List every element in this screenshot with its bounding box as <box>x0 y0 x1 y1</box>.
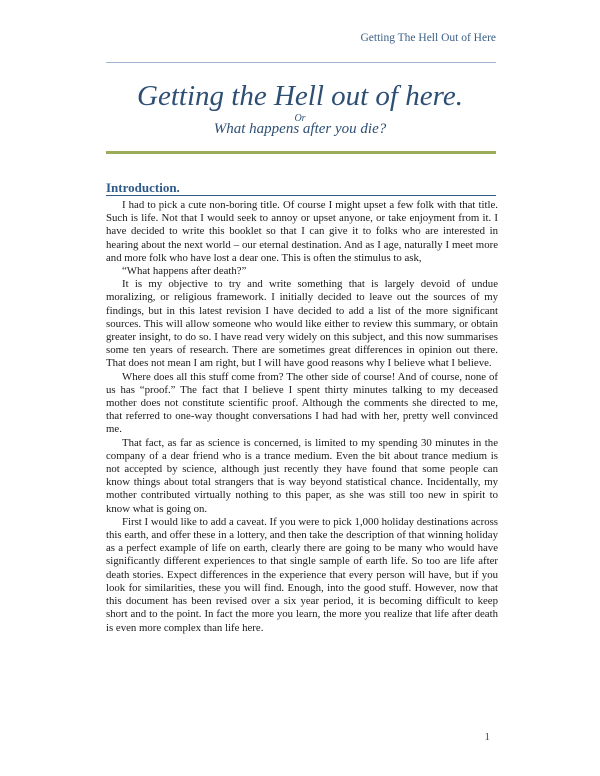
section-heading: Introduction. <box>106 180 180 195</box>
title-or: Or <box>294 113 306 124</box>
section-rule <box>106 195 496 196</box>
page-number: 1 <box>484 731 490 743</box>
section-body <box>106 199 498 635</box>
header-rule <box>106 62 496 63</box>
paragraph: Where does all this stuff come from? The other side of course! And of course, none of us has “proof.” The fact that I believe I spent thirty minutes talking to my deceased mother does not constitute scientific proof. Although the comments she directed to me, that referred to one-way thought conversations I had had with her, pretty well convinced me. <box>106 370 498 436</box>
paragraph: It is my objective to try and write something that is largely devoid of undue moralizing, or religious framework. I initially decided to leave out the sources of my findings, but in this latest revision I have decided to add a list of the more significant sources. This will allow someone who would like either to review this summary, or obtain greater insight, to do so. I have read very widely on this subject, and this now summarises some ten years of research. There are sometimes great differences in opinion out there. That does not mean I am right, but I will have good reasons why I believe what I believe. <box>106 278 498 370</box>
title-rule <box>106 151 496 154</box>
paragraph: First I would like to add a caveat. If you were to pick 1,000 holiday destinations across this earth, and offer these in a lottery, and then take the description of that winning holiday as a perfect example of life on earth, clearly there are going to be many who would have significantly different experiences to that single sample of earth life. So too are life after death stories. Expect differences in the experience that every person will have, but if you look for similarities, these you will find. Enough, into the good stuff. However, now that this document has been revised over a six year period, it is becoming difficult to keep short and to the point. In fact the more you learn, the more you realize that life after death is even more complex than life here. <box>106 515 498 634</box>
running-header: Getting The Hell Out of Here <box>360 32 496 44</box>
paragraph: I had to pick a cute non-boring title. Of course I might upset a few folk with that title. Such is life. Not that I would seek to annoy or upset anyone, or take enjoyment from it. I have decided to write this booklet so that I can give it to folks who are interested in hearing about the next world – our eternal destination. And as I age, naturally I meet more and more folk who have lost a dear one. This is often the stimulus to ask, <box>106 199 498 264</box>
document-subtitle: What happens after you die? <box>213 121 387 137</box>
document-title: Getting the Hell out of here. <box>137 80 463 112</box>
paragraph: That fact, as far as science is concerned, is limited to my spending 30 minutes in the company of a dear friend who is a trance medium. Even the bit about trance medium is not accepted by science, although just recently they have found that some people can know things about total strangers that is way beyond statistical chance. Incidentally, my mother contributed virtually nothing to this paper, as she was still too new in spirit to know what is going on. <box>106 436 498 515</box>
paragraph: “What happens after death?” <box>122 265 247 278</box>
